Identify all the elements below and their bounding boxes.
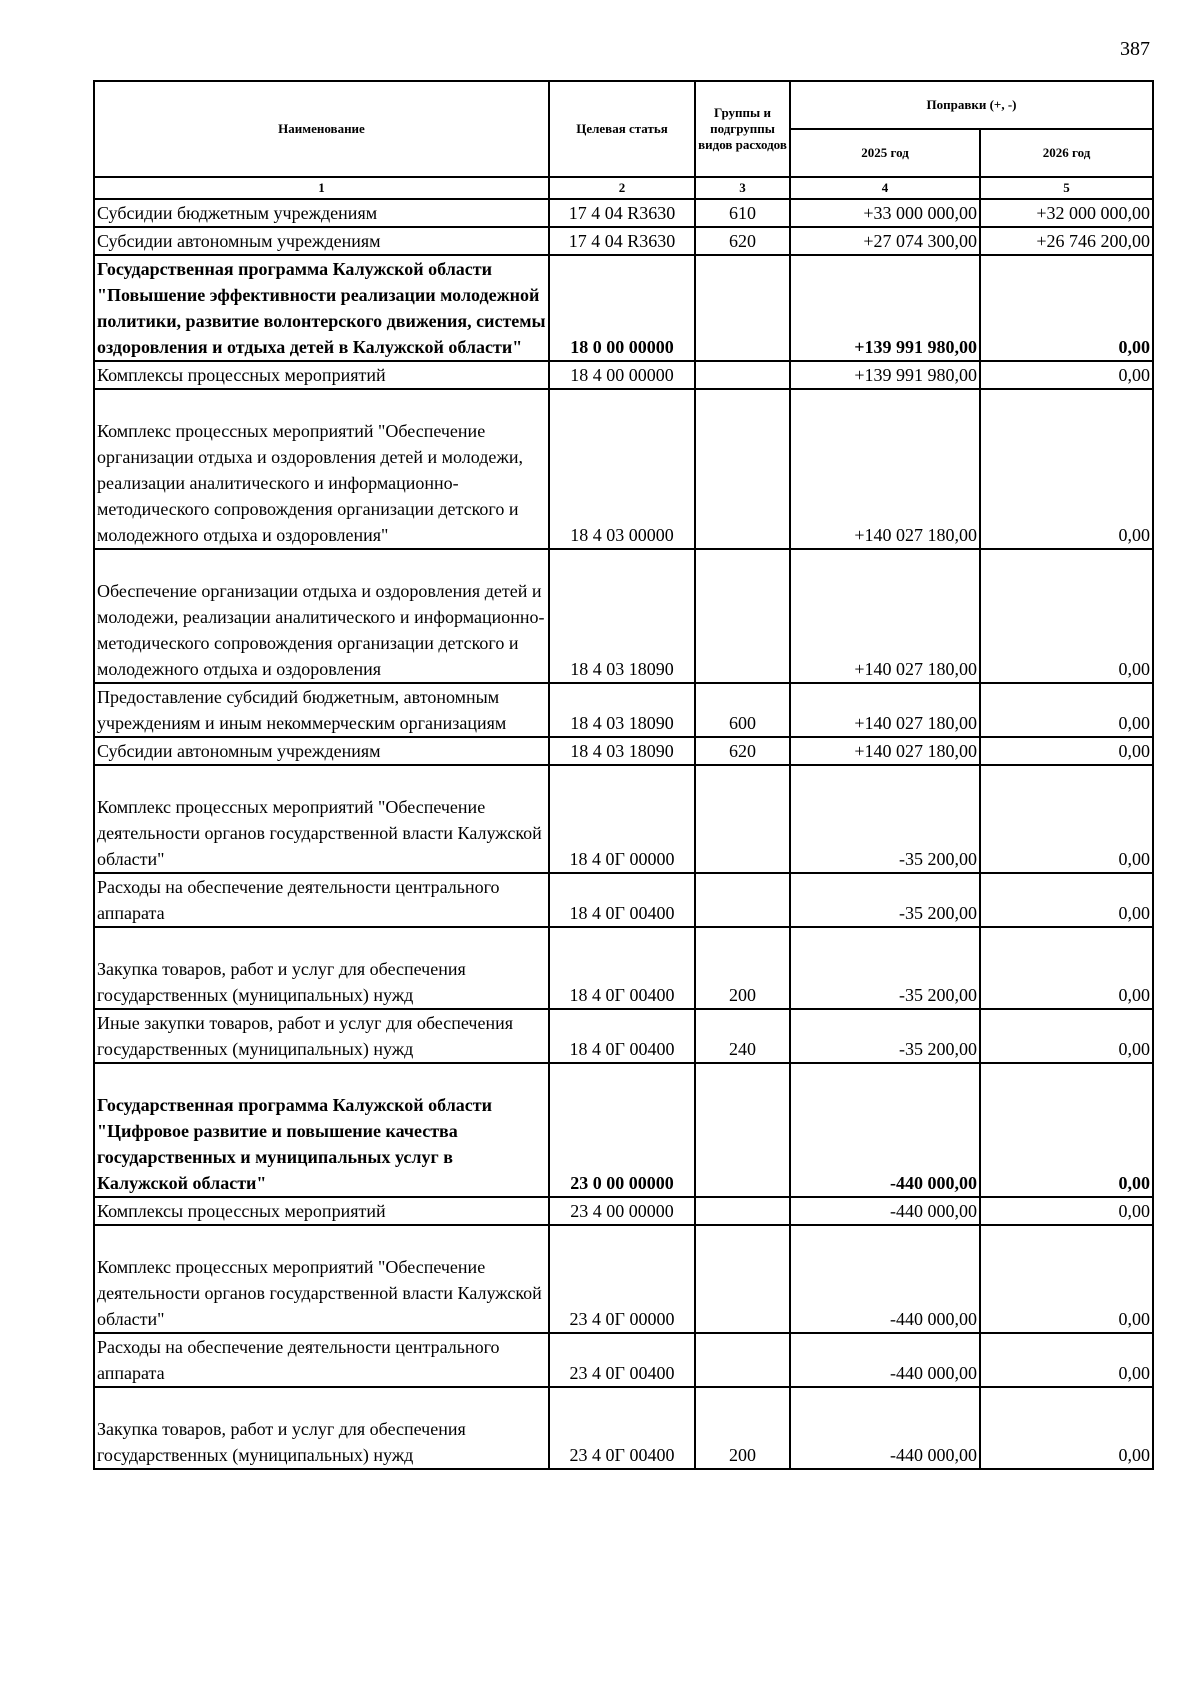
row-amount-2025: -440 000,00 (790, 1225, 980, 1333)
table-row (94, 199, 1153, 227)
row-amount-2026: 0,00 (980, 873, 1153, 927)
column-number: 2 (549, 177, 695, 199)
table-row (94, 1387, 1153, 1469)
row-amount-2025: -35 200,00 (790, 927, 980, 1009)
row-amount-2025: +139 991 980,00 (790, 255, 980, 361)
table-row (94, 361, 1153, 389)
table-row (94, 1333, 1153, 1387)
row-amount-2025: -440 000,00 (790, 1387, 980, 1469)
row-amount-2026: 0,00 (980, 255, 1153, 361)
header-name: Наименование (94, 81, 549, 177)
row-amount-2026: 0,00 (980, 1063, 1153, 1197)
row-target-article: 23 4 00 00000 (549, 1197, 695, 1225)
row-target-article: 18 4 0Г 00000 (549, 765, 695, 873)
table-row (94, 683, 1153, 737)
row-target-article: 23 4 0Г 00400 (549, 1387, 695, 1469)
row-amount-2026: 0,00 (980, 683, 1153, 737)
table-row (94, 1063, 1153, 1197)
row-target-article: 23 0 00 00000 (549, 1063, 695, 1197)
row-name: Субсидии автономным учреждениям (94, 227, 549, 255)
table-row (94, 765, 1153, 873)
row-expense-group: 600 (695, 683, 790, 737)
column-number: 4 (790, 177, 980, 199)
header-year-2026: 2026 год (980, 129, 1153, 177)
row-name: Закупка товаров, работ и услуг для обеспечения государственных (муниципальных) нужд (94, 927, 549, 1009)
column-number: 3 (695, 177, 790, 199)
row-name: Обеспечение организации отдыха и оздоровления детей и молодежи, реализации аналитического и информационно-методического сопровождения организации детского и молодежного отдыха и оздоровления (94, 549, 549, 683)
row-amount-2026: 0,00 (980, 927, 1153, 1009)
row-target-article: 18 4 0Г 00400 (549, 873, 695, 927)
header-amendments: Поправки (+, -) (790, 81, 1153, 129)
header-expense-groups: Группы и подгруппы видов расходов (695, 81, 790, 177)
row-name: Государственная программа Калужской области "Цифровое развитие и повышение качества государственных и муниципальных услуг в Калужской области" (94, 1063, 549, 1197)
table-row (94, 389, 1153, 549)
row-expense-group: 200 (695, 1387, 790, 1469)
row-amount-2025: -440 000,00 (790, 1333, 980, 1387)
row-amount-2026: 0,00 (980, 389, 1153, 549)
row-name: Закупка товаров, работ и услуг для обеспечения государственных (муниципальных) нужд (94, 1387, 549, 1469)
row-amount-2025: +139 991 980,00 (790, 361, 980, 389)
table-row (94, 927, 1153, 1009)
row-expense-group: 240 (695, 1009, 790, 1063)
row-target-article: 17 4 04 R3630 (549, 199, 695, 227)
row-name: Комплекс процессных мероприятий "Обеспечение организации отдыха и оздоровления детей и молодежи, реализации аналитического и информационно-методического сопровождения организации детского и молодежного отдыха и оздоровления" (94, 389, 549, 549)
row-name: Субсидии бюджетным учреждениям (94, 199, 549, 227)
row-amount-2025: +140 027 180,00 (790, 737, 980, 765)
table-row (94, 549, 1153, 683)
row-expense-group: 200 (695, 927, 790, 1009)
row-amount-2026: 0,00 (980, 765, 1153, 873)
row-amount-2026: 0,00 (980, 549, 1153, 683)
row-amount-2025: -35 200,00 (790, 765, 980, 873)
table-row (94, 1225, 1153, 1333)
row-expense-group (695, 1197, 790, 1225)
row-target-article: 18 4 03 18090 (549, 737, 695, 765)
row-amount-2025: -35 200,00 (790, 873, 980, 927)
row-amount-2026: 0,00 (980, 361, 1153, 389)
row-amount-2025: -440 000,00 (790, 1063, 980, 1197)
row-target-article: 18 4 03 18090 (549, 683, 695, 737)
row-target-article: 17 4 04 R3630 (549, 227, 695, 255)
row-amount-2026: 0,00 (980, 737, 1153, 765)
row-amount-2025: -440 000,00 (790, 1197, 980, 1225)
row-target-article: 18 4 0Г 00400 (549, 927, 695, 1009)
row-target-article: 18 0 00 00000 (549, 255, 695, 361)
row-name: Комплекс процессных мероприятий "Обеспечение деятельности органов государственной власти Калужской области" (94, 765, 549, 873)
row-amount-2025: +33 000 000,00 (790, 199, 980, 227)
page-number: 387 (1120, 38, 1150, 60)
row-expense-group (695, 1225, 790, 1333)
row-name: Расходы на обеспечение деятельности центрального аппарата (94, 873, 549, 927)
row-amount-2025: +140 027 180,00 (790, 549, 980, 683)
row-name: Комплекс процессных мероприятий "Обеспечение деятельности органов государственной власти Калужской области" (94, 1225, 549, 1333)
row-name: Иные закупки товаров, работ и услуг для обеспечения государственных (муниципальных) нужд (94, 1009, 549, 1063)
row-expense-group (695, 1333, 790, 1387)
table-row (94, 227, 1153, 255)
row-expense-group (695, 873, 790, 927)
row-amount-2026: 0,00 (980, 1387, 1153, 1469)
row-amount-2025: +140 027 180,00 (790, 389, 980, 549)
row-target-article: 23 4 0Г 00000 (549, 1225, 695, 1333)
row-expense-group (695, 549, 790, 683)
row-target-article: 18 4 0Г 00400 (549, 1009, 695, 1063)
row-target-article: 18 4 03 00000 (549, 389, 695, 549)
row-amount-2025: +27 074 300,00 (790, 227, 980, 255)
row-target-article: 23 4 0Г 00400 (549, 1333, 695, 1387)
table-row (94, 255, 1153, 361)
table-row (94, 737, 1153, 765)
row-name: Расходы на обеспечение деятельности центрального аппарата (94, 1333, 549, 1387)
row-name: Комплексы процессных мероприятий (94, 361, 549, 389)
row-amount-2026: 0,00 (980, 1197, 1153, 1225)
row-name: Предоставление субсидий бюджетным, автономным учреждениям и иным некоммерческим организациям (94, 683, 549, 737)
row-expense-group: 610 (695, 199, 790, 227)
row-amount-2026: 0,00 (980, 1009, 1153, 1063)
table-row (94, 1009, 1153, 1063)
row-amount-2025: -35 200,00 (790, 1009, 980, 1063)
header-target-article: Целевая статья (549, 81, 695, 177)
row-amount-2026: 0,00 (980, 1225, 1153, 1333)
column-number: 5 (980, 177, 1153, 199)
row-amount-2026: 0,00 (980, 1333, 1153, 1387)
table-row (94, 873, 1153, 927)
row-name: Государственная программа Калужской области "Повышение эффективности реализации молодежной политики, развитие волонтерского движения, системы оздоровления и отдыха детей в Калужской области" (94, 255, 549, 361)
row-expense-group: 620 (695, 227, 790, 255)
row-amount-2026: +32 000 000,00 (980, 199, 1153, 227)
row-name: Субсидии автономным учреждениям (94, 737, 549, 765)
column-number: 1 (94, 177, 549, 199)
row-target-article: 18 4 00 00000 (549, 361, 695, 389)
table-row (94, 1197, 1153, 1225)
row-expense-group: 620 (695, 737, 790, 765)
budget-amendments-table (93, 80, 1154, 1470)
row-expense-group (695, 255, 790, 361)
row-expense-group (695, 1063, 790, 1197)
row-expense-group (695, 765, 790, 873)
header-year-2025: 2025 год (790, 129, 980, 177)
row-target-article: 18 4 03 18090 (549, 549, 695, 683)
row-expense-group (695, 361, 790, 389)
row-expense-group (695, 389, 790, 549)
row-name: Комплексы процессных мероприятий (94, 1197, 549, 1225)
row-amount-2025: +140 027 180,00 (790, 683, 980, 737)
row-amount-2026: +26 746 200,00 (980, 227, 1153, 255)
